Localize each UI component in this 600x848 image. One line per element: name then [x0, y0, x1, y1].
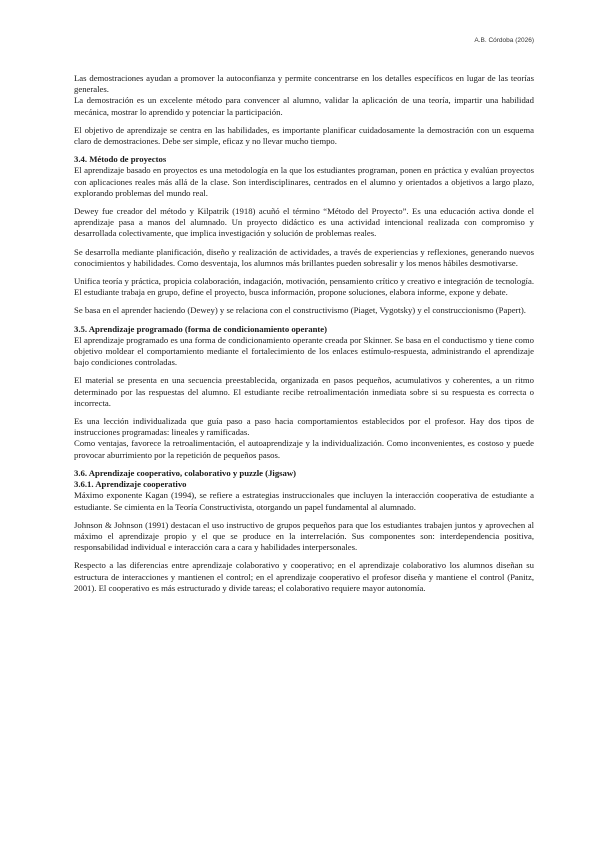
section-3-5-paragraph-3b: Como ventajas, favorece la retroalimentación, el autoaprendizaje y la individualización. Como inconvenientes, es costoso y puede provocar aburrimiento por la repetición de pequeños pasos.: [74, 438, 534, 460]
document-body: [74, 73, 534, 601]
section-3-6-1-paragraph-3: Respecto a las diferencias entre aprendizaje colaborativo y cooperativo; en el aprendizaje colaborativo los alumnos diseñan su estructura de interacciones y mantienen el control; en el aprendizaje cooperativo el profesor diseña y mantiene el control (Panitz, 2001). El cooperativo es más estructurado y divide tareas; el colaborativo requiere mayor autonomía.: [74, 560, 534, 593]
section-3-4-paragraph-5: Se basa en el aprender haciendo (Dewey) y se relaciona con el constructivismo (Piaget, Vygotsky) y el construccionismo (Papert).: [74, 305, 526, 316]
intro-paragraph-1b: La demostración es un excelente método para convencer al alumno, validar la aplicación de una teoría, impartir una habilidad mecánica, mostrar lo aprendido y potenciar la participación.: [74, 95, 534, 117]
section-3-4-heading: 3.4. Método de proyectos: [74, 154, 167, 165]
section-3-4-paragraph-3: Se desarrolla mediante planificación, diseño y realización de actividades, a través de experiencias y reflexiones, generando nuevos conocimientos y habilidades. Como desventaja, los alumnos más brillantes pueden sobresalir y los menos hábiles desmotivarse.: [74, 246, 534, 268]
section-3-6-1-paragraph-2: Johnson & Johnson (1991) destacan el uso instructivo de grupos pequeños para que los estudiantes trabajen juntos y aprovechen al máximo el aprendizaje propio y el que se produce en la interrelación. Sus componentes son: interdependencia positiva, responsabilidad individual e interacción cara a cara y habilidades interpersonales.: [74, 519, 534, 553]
intro-paragraph-1a: Las demostraciones ayudan a promover la autoconfianza y permite concentrarse en los detalles específicos en lugar de las teorías generales.: [74, 73, 534, 95]
section-3-5-paragraph-2: El material se presenta en una secuencia preestablecida, organizada en pasos pequeños, acumulativos y coherentes, a un ritmo determinado por las respuestas del alumno. El estudiante recibe retroalimentación inmediata sobre si su respuesta es correcta o incorrecta.: [74, 375, 534, 408]
section-3-6-1-paragraph-1: Máximo exponente Kagan (1994), se refiere a estrategias instruccionales que incluyen la interacción cooperativa de estudiante a estudiante. Se cimienta en la Teoría Constructivista, otorgando un papel fundamental al alumnado.: [74, 490, 534, 512]
intro-paragraph-2: El objetivo de aprendizaje se centra en las habilidades, es importante planificar cuidadosamente la demostración con un esquema claro de demostraciones. Debe ser simple, eficaz y no llevar mucho tiempo.: [74, 124, 534, 147]
section-3-6-1-subheading: 3.6.1. Aprendizaje cooperativo: [74, 479, 187, 490]
section-3-4-paragraph-2: Dewey fue creador del método y Kilpatrik (1918) acuñó el término “Método del Proyecto”. Es una educación activa donde el aprendizaje pasa a manos del alumnado. Un proyecto didáctico es una actividad intencional realizada con compromiso y desarrollada colectivamente, que implica investigación y solución de problemas reales.: [74, 206, 534, 239]
section-3-6-heading: 3.6. Aprendizaje cooperativo, colaborativo y puzzle (Jigsaw): [74, 467, 297, 478]
section-3-4-paragraph-1: El aprendizaje basado en proyectos es una metodología en la que los estudiantes programan, ponen en práctica y evalúan proyectos con aplicaciones reales más allá de la clase. Son interdisciplinares, centrados en el alumno y orientados a objetivos a largo plazo, explorando problemas del mundo real.: [74, 165, 534, 198]
page-header-author: A.B. Córdoba (2026): [474, 37, 534, 44]
section-3-4-paragraph-4: Unifica teoría y práctica, propicia colaboración, indagación, motivación, pensamiento crítico y creativo e integración de tecnología. El estudiante trabaja en grupo, define el proyecto, busca información, propone soluciones, elabora informe, expone y debate.: [74, 276, 534, 298]
section-3-5-paragraph-3a: Es una lección individualizada que guía paso a paso hacia comportamientos establecidos por el profesor. Hay dos tipos de instrucciones programadas: lineales y ramificadas.: [74, 416, 534, 438]
section-3-5-paragraph-1: El aprendizaje programado es una forma de condicionamiento operante creada por Skinner. Se basa en el conductismo y tiene como objetivo moldear el comportamiento mediante el fortalecimiento de los enlaces estímulo-respuesta, administrando el aprendizaje bajo condiciones controladas.: [74, 334, 534, 368]
section-3-5-heading: 3.5. Aprendizaje programado (forma de condicionamiento operante): [74, 323, 328, 334]
